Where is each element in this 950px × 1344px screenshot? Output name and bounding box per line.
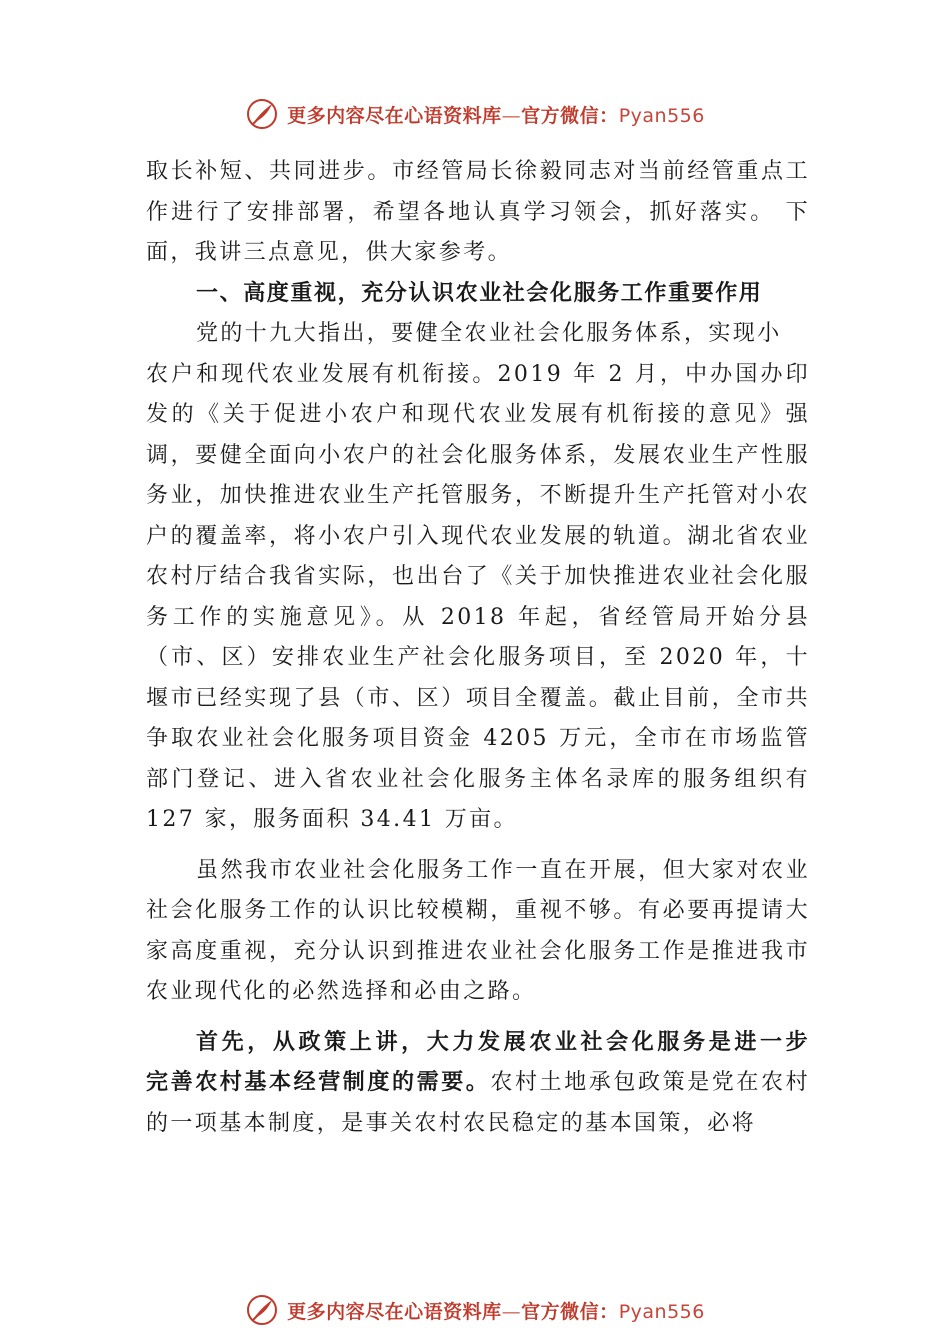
paragraph-policy: 农户和现代农业发展有机衔接。2019 年 2 月，中办国办印发的《关于促进小农户和现代农业发展有机衔接的意见》强调，要健全面向小农户的社会化服务体系，发展农业生产性服务业，加快推进农业生产托管服务，不断提升生产托管对小农户的覆盖率，将小农户引入现代农业发展的轨道。湖北省农业农村厅结合我省实际，也出台了《关于加快推进农业社会化服务工作的实施意见》。从 2018 年起，省经管局开始分县（市、区）安排农业生产社会化服务项目，至 2020 年，十堰市已经实现了县（市、区）项目全覆盖。截止目前，全市共争取农业社会化服务项目资金 4205 万元，全市在市场监管部门登记、进入省农业社会化服务主体名录库的服务组织有 127 家，服务面积 34.41 万亩。 — [146, 361, 810, 832]
watermark-text — [287, 101, 705, 128]
header-watermark — [0, 94, 950, 134]
paragraph-intro: 取长补短、共同进步。市经管局长徐毅同志对当前经管重点工作进行了安排部署，希望各地认真学习领会，抓好落实。 下面，我讲三点意见，供大家参考。 — [146, 159, 810, 265]
quill-icon — [245, 97, 279, 131]
watermark-title: 更多内容尽在心语资料库 — [287, 1300, 502, 1323]
watermark-suffix: 官方微信： — [521, 1300, 619, 1323]
watermark-separator: — — [501, 1300, 522, 1323]
first-point-text: 农村土地承包政策是党在农村的一项基本制度，是事关农村农民稳定的基本国策，必将 — [146, 1070, 811, 1136]
watermark-text — [287, 1297, 705, 1324]
paragraph-first-point — [146, 1023, 810, 1145]
paragraph-policy-line1: 党的十九大指出，要健全农业社会化服务体系，实现小 — [196, 321, 782, 346]
watermark-title: 更多内容尽在心语资料库 — [287, 104, 502, 127]
document-body — [146, 152, 810, 1144]
watermark-separator: — — [501, 104, 522, 127]
footer-watermark — [0, 1290, 950, 1330]
watermark-wechat-id: Pyan556 — [618, 104, 705, 127]
first-point-lead: 首先，从政策上讲，大力发展农业社会化服务是进一步 完善农村基本经营制度的需要。 — [146, 1029, 810, 1095]
watermark-suffix: 官方微信： — [521, 104, 619, 127]
paragraph-awareness: 虽然我市农业社会化服务工作一直在开展，但大家对农业社会化服务工作的认识比较模糊，重视不够。有必要再提请大家高度重视，充分认识到推进农业社会化服务工作是推进我市农业现代化的必然选择和必由之路。 — [146, 857, 810, 1004]
section-heading-1: 一、高度重视，充分认识农业社会化服务工作重要作用 — [196, 280, 763, 306]
quill-icon — [245, 1293, 279, 1327]
watermark-wechat-id: Pyan556 — [618, 1300, 705, 1323]
